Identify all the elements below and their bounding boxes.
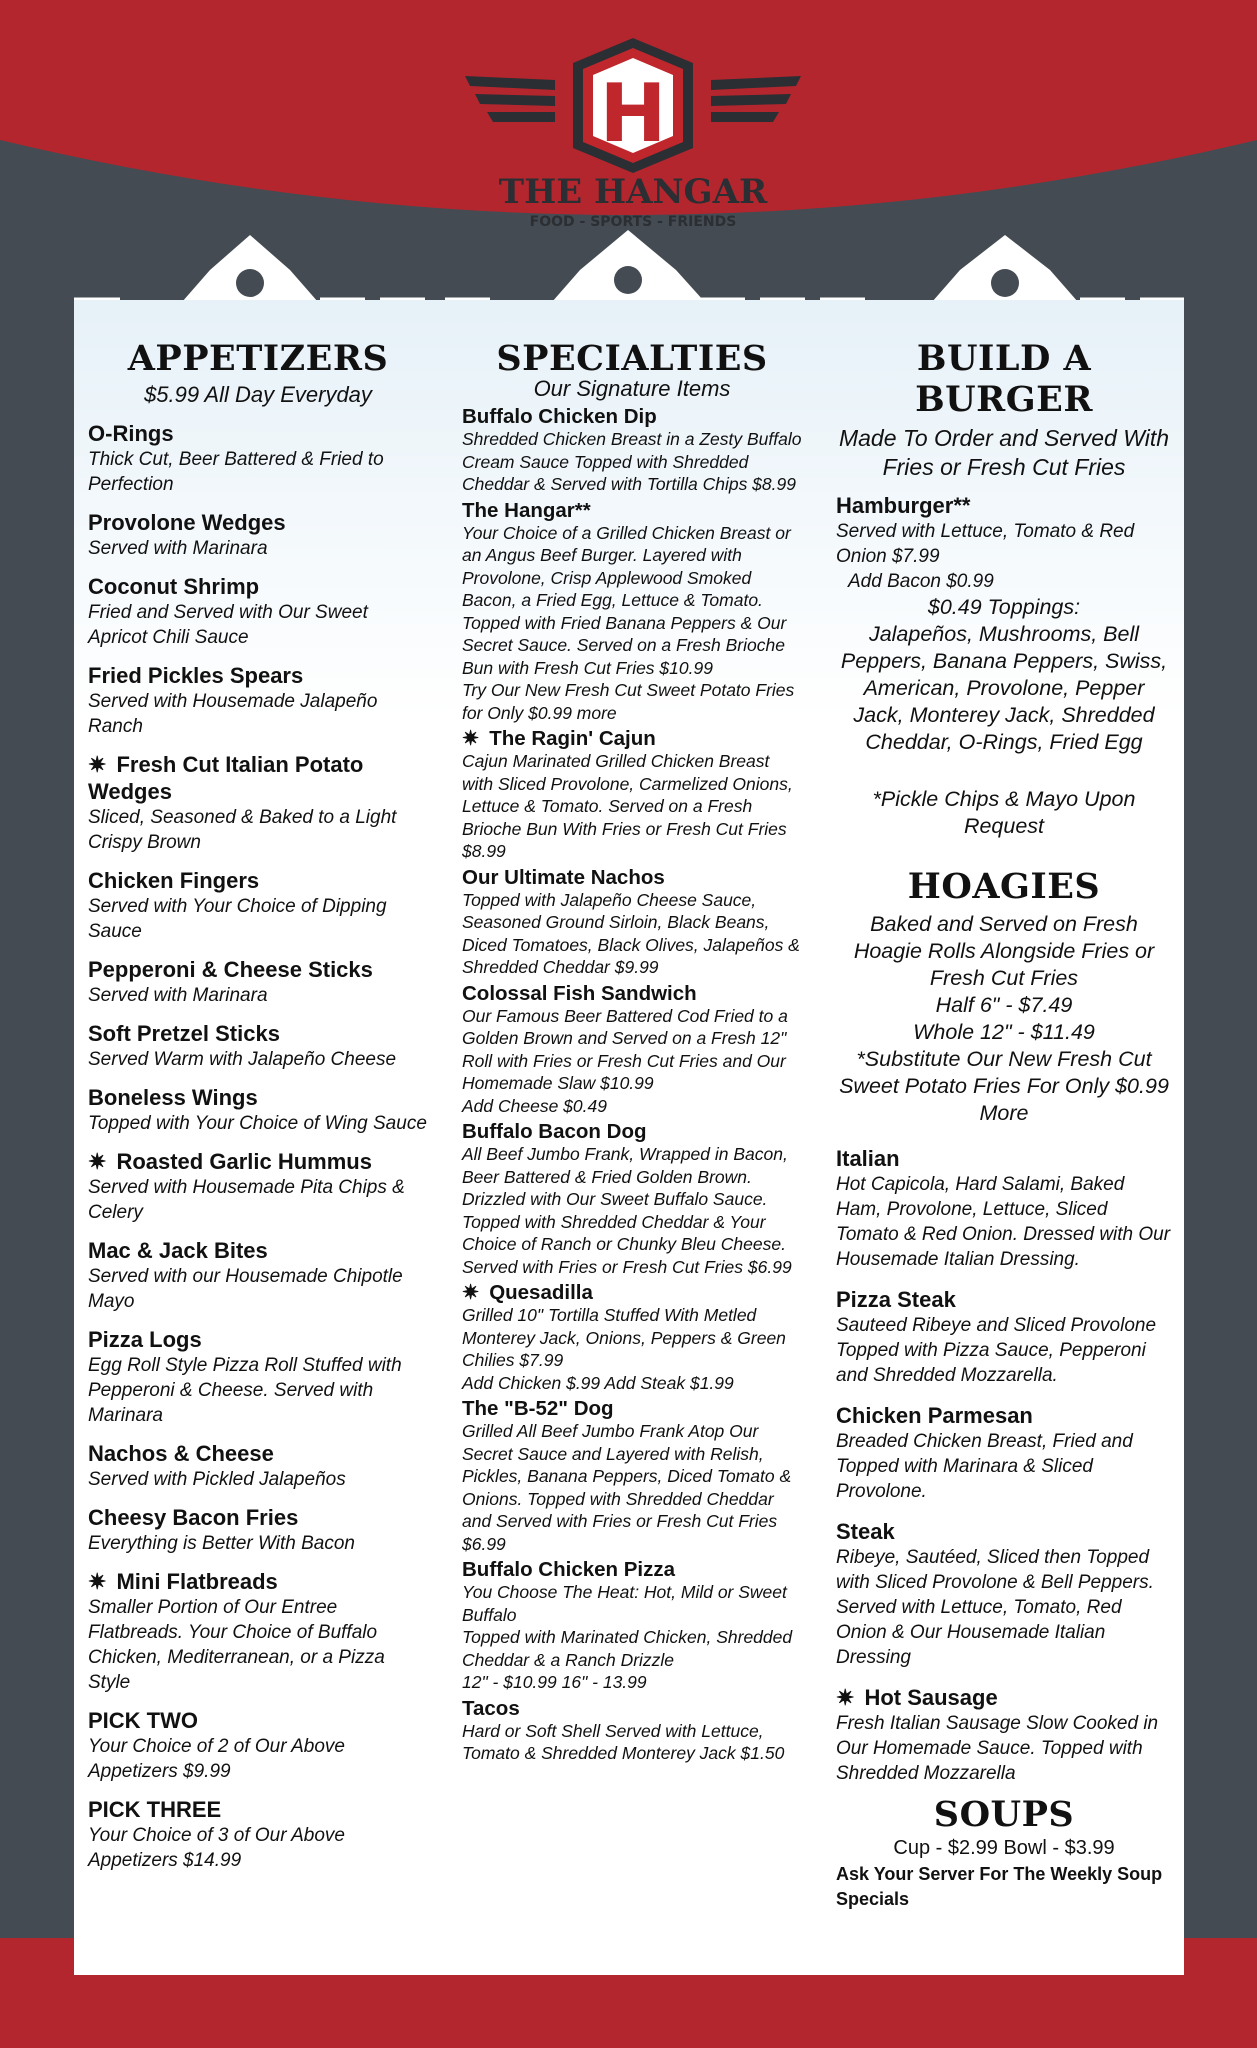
item-description: Topped with Your Choice of Wing Sauce xyxy=(88,1113,427,1134)
item-description: Everything is Better With Bacon xyxy=(88,1533,356,1554)
hoagies-half: Half 6" - $7.49 xyxy=(935,993,1073,1017)
item-description: Sauteed Ribeye and Sliced Provolone Topped with Pizza Sauce, Pepperoni and Shredded Mozzarella. xyxy=(836,1315,1157,1386)
menu-item xyxy=(88,1326,428,1428)
item-name: The "B-52" Dog xyxy=(462,1397,614,1420)
item-description: Fried and Served with Our Sweet Apricot Chili Sauce xyxy=(88,602,368,648)
item-name: Chicken Parmesan xyxy=(836,1403,1033,1428)
item-description: Thick Cut, Beer Battered & Fried to Perfection xyxy=(88,449,384,495)
item-name: Colossal Fish Sandwich xyxy=(462,981,697,1005)
item-description: Shredded Chicken Breast in a Zesty Buffalo Cream Sauce Topped with Shredded Cheddar & Served with Tortilla Chips $8.99 xyxy=(462,429,802,494)
item-description: Fresh Italian Sausage Slow Cooked in Our Homemade Sauce. Topped with Shredded Mozzarella xyxy=(836,1713,1159,1784)
hoagies-whole: Whole 12" - $11.49 xyxy=(913,1020,1095,1044)
item-name: Coconut Shrimp xyxy=(88,574,260,599)
item-name: PICK TWO xyxy=(88,1708,198,1733)
item-name: Quesadilla xyxy=(489,1281,593,1304)
menu-item xyxy=(836,1518,1172,1670)
menu-item xyxy=(88,867,428,944)
menu-item xyxy=(88,420,428,497)
item-description: Hard or Soft Shell Served with Lettuce, Tomato & Shredded Monterey Jack $1.50 xyxy=(462,1720,785,1763)
item-note: Add Chicken $.99 Add Steak $1.99 xyxy=(462,1372,734,1393)
item-description: Topped with Jalapeño Cheese Sauce, Seasoned Ground Sirloin, Black Beans, Diced Tomatoes, Black Olives, Jalapeños & Shredded Cheddar $9.99 xyxy=(462,889,800,977)
item-name: Pizza Logs xyxy=(88,1327,202,1352)
item-description: Served with Housemade Jalapeño Ranch xyxy=(88,691,378,737)
item-name: Soft Pretzel Sticks xyxy=(88,1021,280,1046)
item-description: Served with Pickled Jalapeños xyxy=(88,1469,346,1490)
item-note: Add Cheese $0.49 xyxy=(462,1095,607,1116)
item-name: Provolone Wedges xyxy=(88,510,286,535)
star-icon: ✷ xyxy=(836,1685,855,1710)
item-description: All Beef Jumbo Frank, Wrapped in Bacon, Beer Battered & Fried Golden Brown. Drizzled with Our Sweet Buffalo Sauce. Topped with Shredded Cheddar & Your Choice of Ranch or Chunky Bleu Cheese. Served with Fries or Fresh Cut Fries $6.99 xyxy=(462,1144,792,1277)
item-name: Our Ultimate Nachos xyxy=(462,865,665,889)
menu-item xyxy=(462,983,802,1118)
item-description: Hot Capicola, Hard Salami, Baked Ham, Provolone, Lettuce, Sliced Tomato & Red Onion. Dressed with Our Housemade Italian Dressing. xyxy=(836,1174,1171,1270)
item-description: Your Choice of 2 of Our Above Appetizers $9.99 xyxy=(88,1736,346,1782)
burger-subtitle: Made To Order and Served With Fries or Fresh Cut Fries xyxy=(838,425,1170,480)
menu-item xyxy=(462,867,802,979)
toppings-list: Jalapeños, Mushrooms, Bell Peppers, Banana Peppers, Swiss, American, Provolone, Pepper Jack, Monterey Jack, Shredded Cheddar, O-Rings, Fried Egg xyxy=(840,622,1168,754)
item-description: Served with Your Choice of Dipping Sauce xyxy=(88,896,387,942)
item-name: Mini Flatbreads xyxy=(116,1569,278,1594)
menu-item xyxy=(88,1148,428,1225)
hoagies-sub-note: *Substitute Our New Fresh Cut Sweet Potato Fries For Only $0.99 More xyxy=(839,1047,1169,1125)
menu-item xyxy=(88,1568,428,1695)
menu-item xyxy=(462,1698,802,1765)
menu-item xyxy=(88,1796,428,1873)
toppings-title: $0.49 Toppings: xyxy=(927,595,1081,619)
hamburger-desc: Served with Lettuce, Tomato & Red Onion $7.99 xyxy=(836,521,1135,567)
item-description: Served with our Housemade Chipotle Mayo xyxy=(88,1266,403,1312)
item-description: Your Choice of 3 of Our Above Appetizers $14.99 xyxy=(88,1825,346,1871)
soups-note: Ask Your Server For The Weekly Soup Specials xyxy=(836,1864,1163,1909)
item-name: Mac & Jack Bites xyxy=(88,1238,268,1263)
burger-hoagie-column xyxy=(836,338,1172,1912)
item-name: PICK THREE xyxy=(88,1797,222,1822)
item-description: Your Choice of a Grilled Chicken Breast or an Angus Beef Burger. Layered with Provolone, Crisp Applewood Smoked Bacon, a Fried Egg, Lettuce & Tomato. Topped with Fried Banana Peppers & Our Secret Sauce. Served on a Fresh Brioche Bun with Fresh Cut Fries $10.99 xyxy=(462,522,791,678)
specialties-list xyxy=(462,406,802,1765)
logo-letter: H xyxy=(599,67,667,160)
item-description: Ribeye, Sautéed, Sliced then Topped with Sliced Provolone & Bell Peppers. Served with Lettuce, Tomato, Red Onion & Our Housemade Italian Dressing xyxy=(836,1547,1154,1668)
item-name: O-Rings xyxy=(88,421,174,446)
item-name: Nachos & Cheese xyxy=(88,1441,274,1466)
logo-name: THE HANGAR xyxy=(498,172,768,212)
item-description: Breaded Chicken Breast, Fried and Topped with Marinara & Sliced Provolone. xyxy=(836,1431,1133,1502)
appetizers-column xyxy=(88,338,428,1873)
menu-item xyxy=(462,728,802,863)
hoagies-title: HOAGIES xyxy=(907,866,1101,907)
star-icon: ✷ xyxy=(462,1281,480,1304)
item-name: Buffalo Chicken Dip xyxy=(462,405,657,428)
item-description: Grilled 10" Tortilla Stuffed With Metled Monterey Jack, Onions, Peppers & Green Chilies $7.99 xyxy=(462,1305,786,1370)
menu-item xyxy=(88,1707,428,1784)
item-name: Cheesy Bacon Fries xyxy=(88,1505,299,1530)
item-name: The Ragin' Cajun xyxy=(489,727,656,750)
star-icon: ✷ xyxy=(88,1149,107,1174)
hamburger-name: Hamburger** xyxy=(836,493,971,518)
item-description: Smaller Portion of Our Entree Flatbreads. Your Choice of Buffalo Chicken, Mediterranean, or a Pizza Style xyxy=(88,1597,385,1693)
item-description: Served Warm with Jalapeño Cheese xyxy=(88,1049,397,1070)
item-name: Italian xyxy=(836,1146,900,1171)
item-name: Roasted Garlic Hummus xyxy=(116,1149,372,1174)
menu-item xyxy=(88,956,428,1008)
star-icon: ✷ xyxy=(462,727,480,750)
menu-item xyxy=(88,1440,428,1492)
menu-item xyxy=(88,1237,428,1314)
menu-item xyxy=(462,406,802,496)
hoagies-intro: Baked and Served on Fresh Hoagie Rolls Alongside Fries or Fresh Cut Fries xyxy=(853,912,1155,990)
menu-item xyxy=(88,662,428,739)
specialties-column xyxy=(462,338,802,1765)
item-name: Buffalo Chicken Pizza xyxy=(462,1558,676,1581)
menu-item xyxy=(836,1286,1172,1388)
item-name: The Hangar** xyxy=(462,498,591,522)
item-name: Boneless Wings xyxy=(88,1085,258,1110)
item-description: Cajun Marinated Grilled Chicken Breast with Sliced Provolone, Carmelized Onions, Lettuce & Tomato. Served on a Fresh Brioche Bun With Fries or Fresh Cut Fries $8.99 xyxy=(462,751,793,861)
item-name: Buffalo Bacon Dog xyxy=(462,1120,647,1143)
item-description: Served with Marinara xyxy=(88,538,268,559)
appetizers-subtitle: $5.99 All Day Everyday xyxy=(144,382,372,407)
item-note: Topped with Marinated Chicken, Shredded Cheddar & a Ranch Drizzle xyxy=(462,1627,793,1670)
logo-tagline: FOOD - SPORTS - FRIENDS xyxy=(529,214,737,230)
menu-item xyxy=(836,1145,1172,1272)
item-description: Served with Marinara xyxy=(88,985,268,1006)
item-description: You Choose The Heat: Hot, Mild or Sweet Buffalo xyxy=(462,1582,787,1625)
item-name: Pizza Steak xyxy=(836,1287,956,1312)
menu-item xyxy=(462,1559,802,1694)
appetizers-title: APPETIZERS xyxy=(127,338,389,379)
menu-item xyxy=(88,1084,428,1136)
star-icon: ✷ xyxy=(88,1569,107,1594)
item-name: Hot Sausage xyxy=(864,1685,998,1710)
star-icon: ✷ xyxy=(88,752,107,777)
menu-item xyxy=(88,509,428,561)
menu-item xyxy=(88,573,428,650)
item-note: 12" - $10.99 16" - 13.99 xyxy=(462,1672,647,1692)
menu-item xyxy=(88,751,428,855)
add-bacon: Add Bacon $0.99 xyxy=(848,571,994,592)
item-description: Served with Housemade Pita Chips & Celery xyxy=(88,1177,405,1223)
item-name: Chicken Fingers xyxy=(88,868,260,893)
item-name: Pepperoni & Cheese Sticks xyxy=(88,957,373,982)
item-name: Fried Pickles Spears xyxy=(88,663,304,688)
specialties-title: SPECIALTIES xyxy=(496,338,768,379)
item-name: Fresh Cut Italian Potato Wedges xyxy=(88,752,364,804)
menu-item xyxy=(462,500,802,725)
item-description: Grilled All Beef Jumbo Frank Atop Our Secret Sauce and Layered with Relish, Pickles, Banana Peppers, Diced Tomato & Onions. Topped with Shredded Cheddar and Served with Fries or Fresh Cut Fries $6.99 xyxy=(462,1421,792,1554)
hoagies-list xyxy=(836,1145,1172,1786)
menu-item xyxy=(462,1282,802,1394)
item-name: Tacos xyxy=(462,1696,520,1720)
menu-item xyxy=(462,1398,802,1555)
item-description: Sliced, Seasoned & Baked to a Light Crispy Brown xyxy=(88,807,397,853)
menu-item xyxy=(88,1020,428,1072)
menu-item xyxy=(88,1504,428,1556)
hamburger-item xyxy=(836,492,1172,594)
menu-item xyxy=(836,1402,1172,1504)
item-name: Steak xyxy=(836,1519,895,1544)
item-description: Egg Roll Style Pizza Roll Stuffed with Pepperoni & Cheese. Served with Marinara xyxy=(88,1355,402,1426)
menu-item xyxy=(462,1121,802,1278)
item-note: Try Our New Fresh Cut Sweet Potato Fries for Only $0.99 more xyxy=(462,680,795,723)
menu-item xyxy=(836,1684,1172,1786)
hangar-logo xyxy=(465,38,801,238)
item-description: Our Famous Beer Battered Cod Fried to a Golden Brown and Served on a Fresh 12" Roll with Fries or Fresh Cut Fries and Our Homemade Slaw $10.99 xyxy=(462,1005,788,1093)
soups-price: Cup - $2.99 Bowl - $3.99 xyxy=(893,1837,1115,1859)
pickle-note: *Pickle Chips & Mayo Upon Request xyxy=(872,787,1136,838)
soups-title: SOUPS xyxy=(933,1794,1075,1835)
specialties-subtitle: Our Signature Items xyxy=(533,376,731,401)
appetizers-list xyxy=(88,420,428,1873)
burger-title: BUILD A BURGER xyxy=(915,338,1093,420)
